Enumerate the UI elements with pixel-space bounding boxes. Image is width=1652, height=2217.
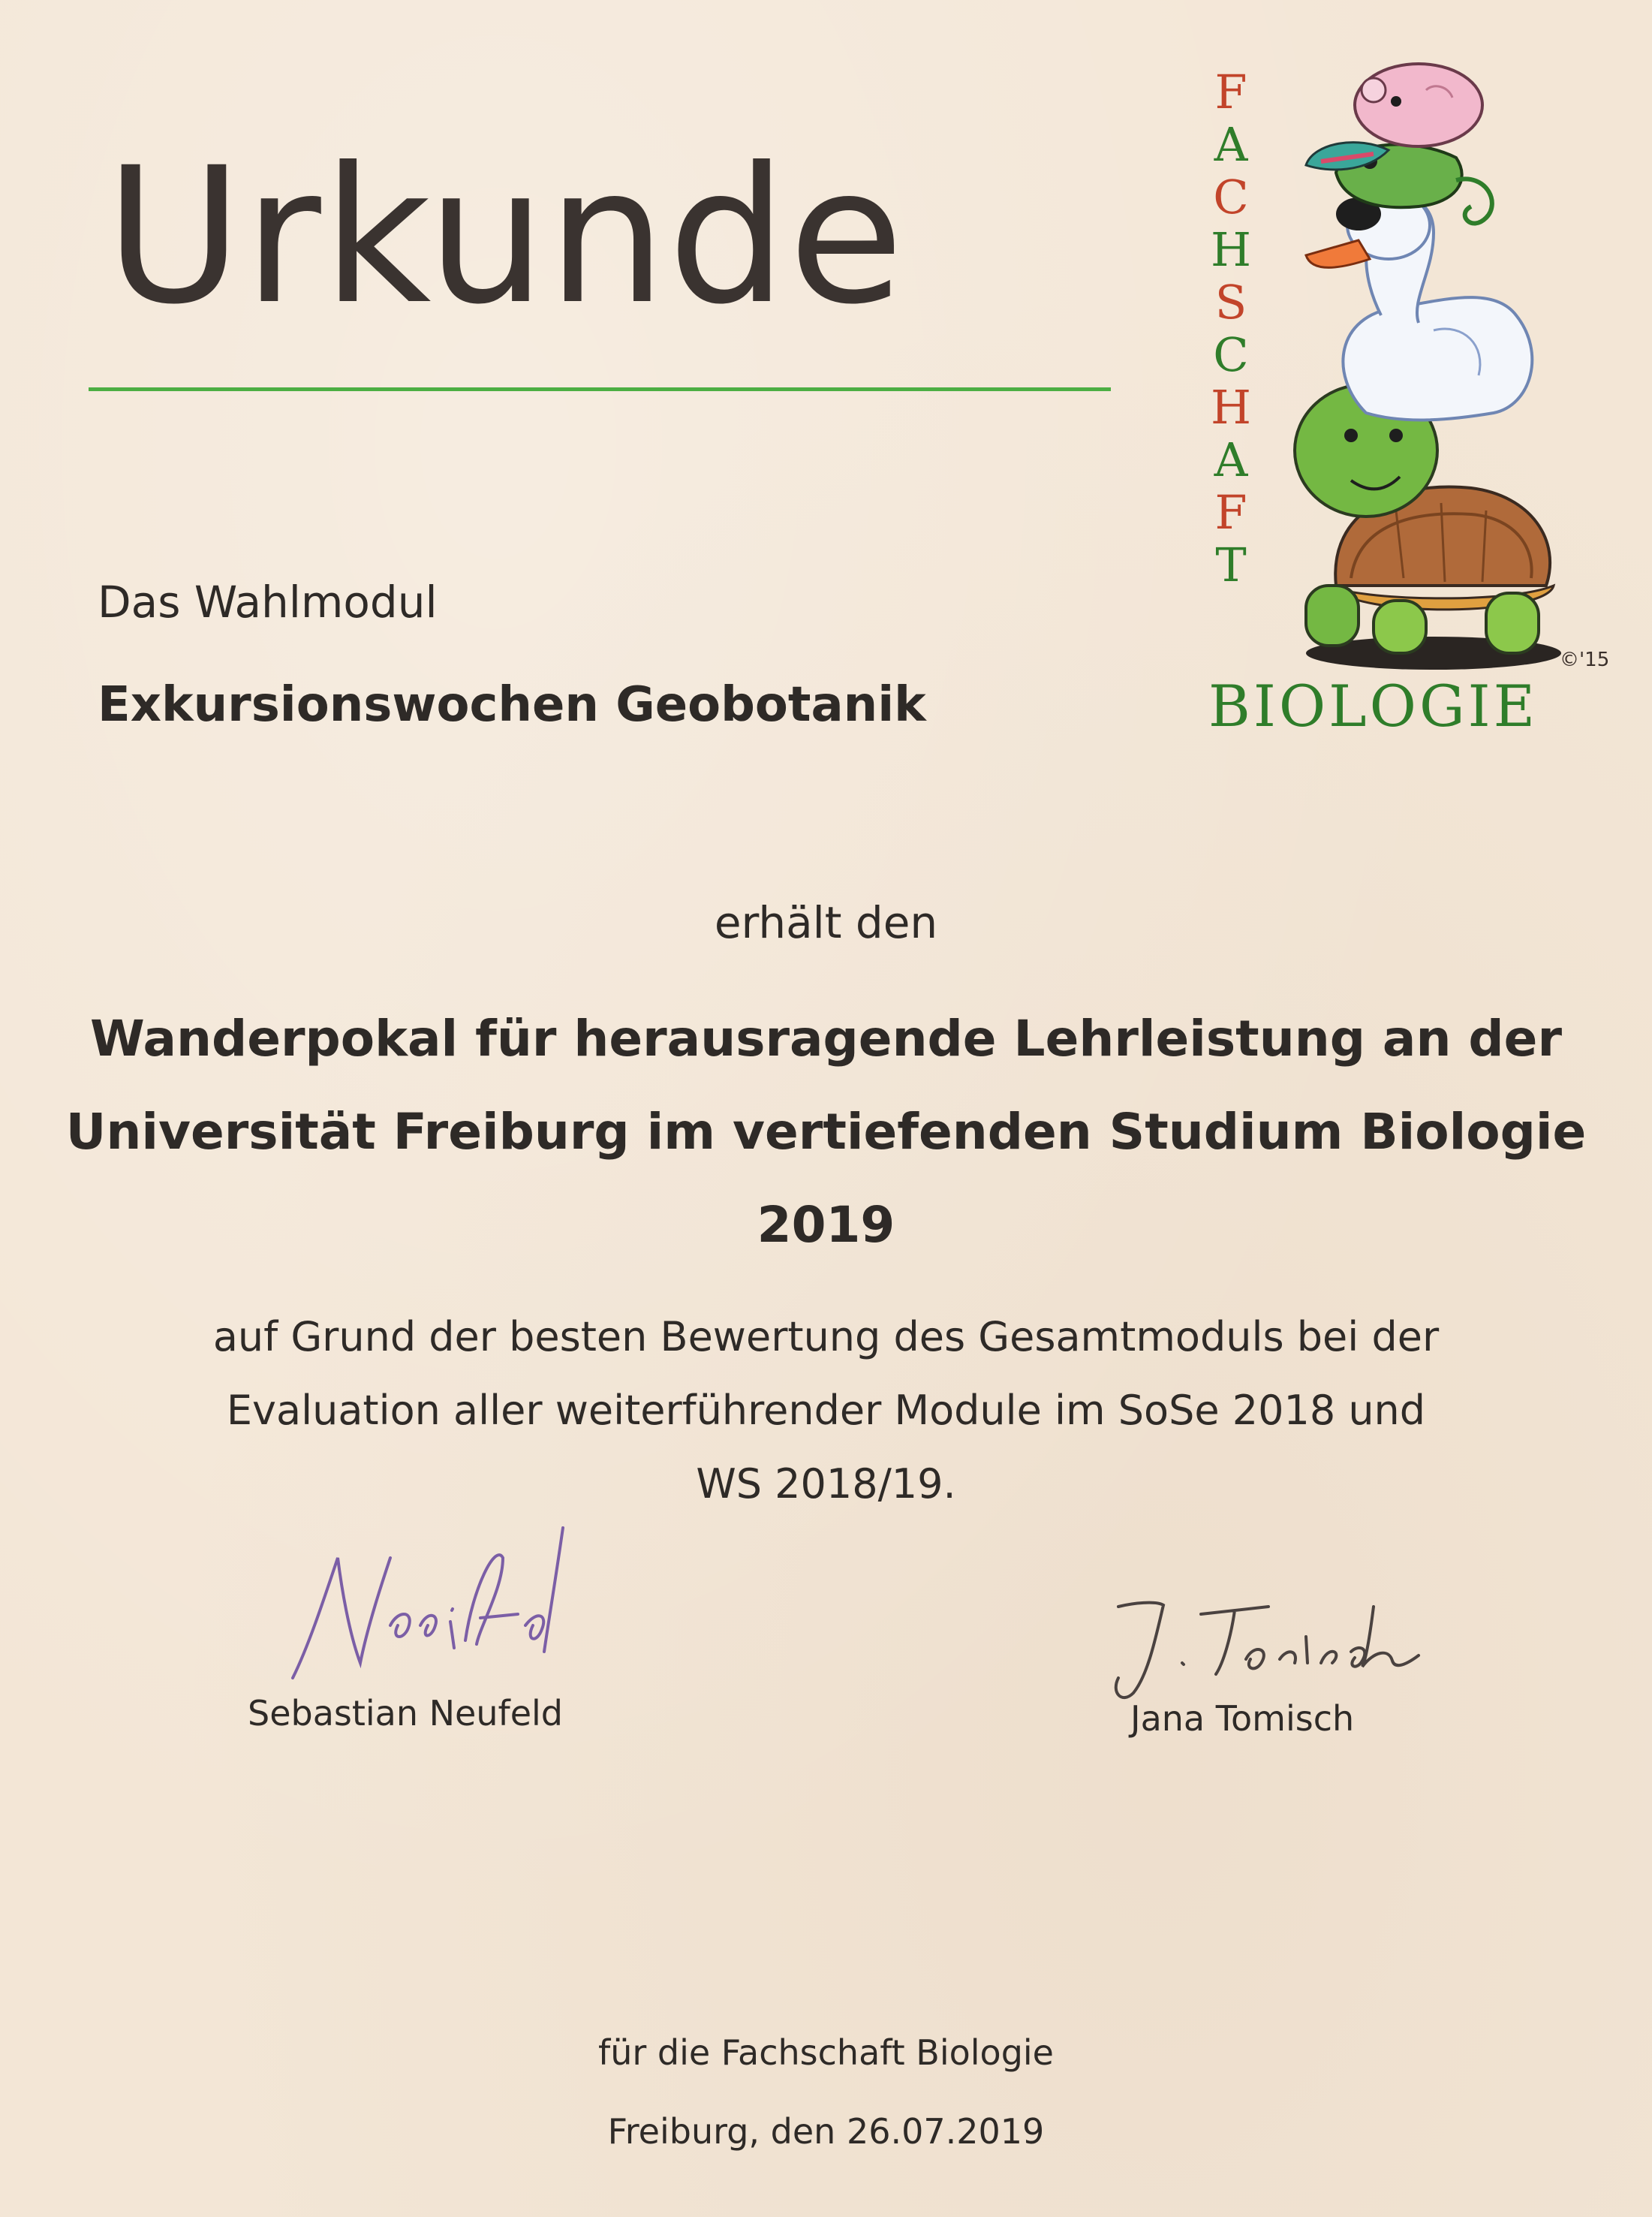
logo-letter: F — [1214, 65, 1247, 119]
reason-line: auf Grund der besten Bewertung des Gesamtmoduls bei der — [212, 1313, 1440, 1360]
logo-letter: F — [1214, 485, 1247, 540]
award-line: Universität Freiburg im vertiefenden Studium Biologie — [65, 1103, 1587, 1161]
logo-artist-mark: ©'15 — [1560, 649, 1610, 671]
title-underline — [89, 387, 1111, 391]
signature-tomisch — [1103, 1592, 1464, 1712]
fachschaft-animals-logo-icon — [1246, 60, 1561, 683]
logo-letter: C — [1213, 327, 1249, 382]
certificate-title: Urkunde — [105, 127, 906, 345]
signature-neufeld — [278, 1513, 593, 1700]
logo-letter: H — [1210, 222, 1252, 277]
module-name: Exkursionswochen Geobotanik — [98, 677, 926, 733]
logo-letter: T — [1215, 538, 1247, 592]
reason-line: Evaluation aller weiterführender Module im SoSe 2018 und — [226, 1387, 1426, 1434]
intro-text: Das Wahlmodul — [98, 577, 438, 628]
footer-organization: für die Fachschaft Biologie — [598, 2032, 1054, 2073]
logo-letter: C — [1213, 170, 1249, 224]
signer-name: Jana Tomisch — [1130, 1698, 1355, 1739]
award-year: 2019 — [757, 1196, 895, 1254]
reason-line: WS 2018/19. — [696, 1460, 956, 1508]
award-reason — [0, 1300, 1652, 1521]
logo-letter: S — [1214, 275, 1247, 330]
footer-date: Freiburg, den 26.07.2019 — [607, 2111, 1045, 2152]
signer-name: Sebastian Neufeld — [248, 1693, 563, 1734]
award-title — [0, 993, 1652, 1272]
receives-text: erhält den — [714, 897, 938, 948]
logo-letter: A — [1214, 432, 1248, 487]
logo-bottom-text: BIOLOGIE — [1208, 673, 1539, 740]
logo-letter: A — [1214, 117, 1248, 172]
award-line: Wanderpokal für herausragende Lehrleistung an der — [90, 1010, 1562, 1068]
logo-letter: H — [1210, 380, 1252, 435]
